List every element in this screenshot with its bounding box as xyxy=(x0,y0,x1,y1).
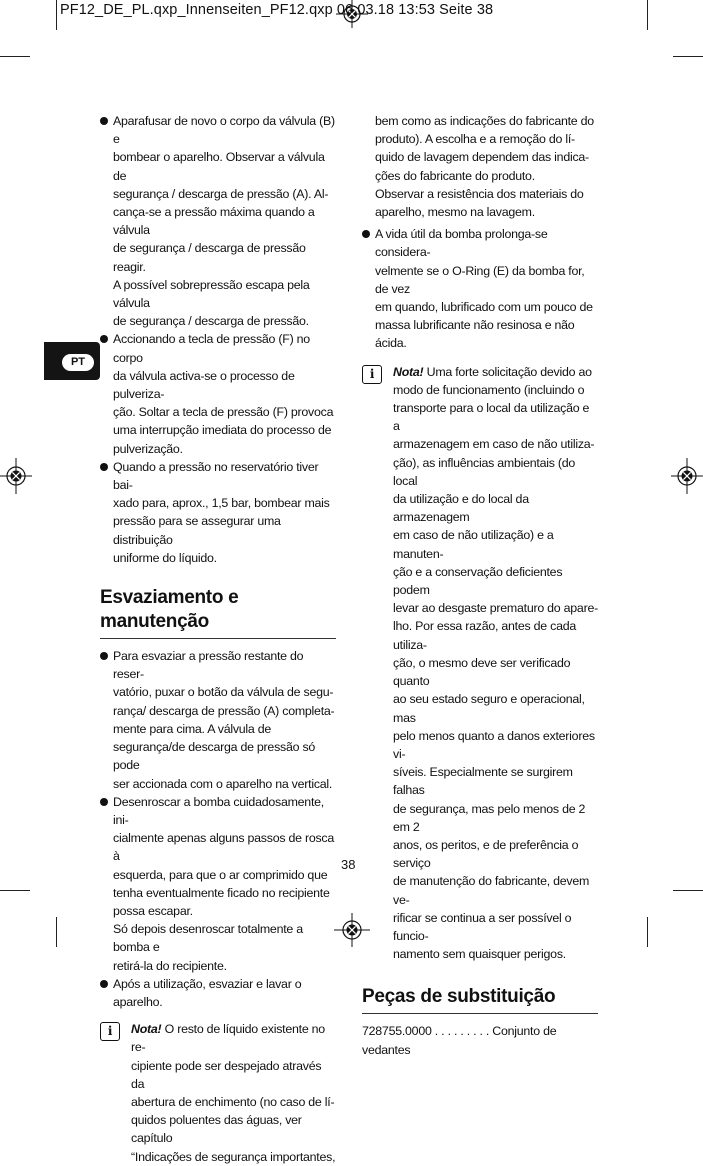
text-line: de segurança / descarga de pressão. xyxy=(113,314,309,329)
text-line: Desenroscar a bomba cuidadosamente, ini- xyxy=(113,794,324,827)
crop-mark-top-left-v xyxy=(56,0,57,30)
page-number: 38 xyxy=(341,857,356,872)
text-line xyxy=(393,363,598,381)
text-line: ção), as influências ambientais (do local xyxy=(393,455,576,488)
note-text xyxy=(393,363,598,964)
registration-mark-right-icon xyxy=(671,458,703,494)
text-line: lho. Por essa razão, antes de cada utiliza- xyxy=(393,619,576,652)
bullet-item xyxy=(362,225,598,352)
left-column xyxy=(100,112,336,1166)
bullet-item xyxy=(100,647,336,793)
text-line: ser accionada com o aparelho na vertical. xyxy=(113,776,333,791)
text-line: A vida útil da bomba prolonga-se considera- xyxy=(375,227,548,260)
crop-mark-top-left-h xyxy=(0,56,30,57)
text-line: cialmente apenas alguns passos de rosca à xyxy=(113,831,334,864)
bullet-item xyxy=(100,458,336,567)
text-line: Após a utilização, esvaziar e lavar o aparelho. xyxy=(113,976,302,1009)
bullet-item xyxy=(100,793,336,975)
text-line: velmente se o O-Ring (E) da bomba for, de vez xyxy=(375,263,585,296)
bullet-item xyxy=(100,330,336,457)
text-line: ção e a conservação deficientes podem xyxy=(393,564,563,598)
text-line: Quando a pressão no reservatório tiver bai- xyxy=(113,459,319,493)
info-icon: i xyxy=(362,365,382,384)
registration-mark-left-icon xyxy=(0,458,32,494)
note-block xyxy=(100,1020,336,1166)
text-line: bombear o aparelho. Observar a válvula de xyxy=(113,150,325,183)
text-line: Observar a resistência dos materiais do xyxy=(375,186,584,201)
spare-part-number: 728755.0000 xyxy=(362,1024,432,1039)
text-line: abertura de enchimento (no caso de lí- xyxy=(131,1094,335,1109)
crop-mark-top-right-v xyxy=(647,0,648,30)
text-line: massa lubrificante não resinosa e não ácida. xyxy=(375,318,575,351)
text-line: bem como as indicações do fabricante do xyxy=(375,114,594,128)
text-line: ção. Soltar a tecla de pressão (F) provoca xyxy=(113,405,334,420)
text-line: quidos poluentes das águas, ver capítulo xyxy=(131,1113,302,1146)
text-line: Accionando a tecla de pressão (F) no corpo xyxy=(113,332,310,365)
text-line: aparelho, mesmo na lavagem. xyxy=(375,205,535,220)
text-line: uma interrupção imediata do processo de xyxy=(113,423,332,438)
text-line: em caso de não utilização) e a manuten- xyxy=(393,528,554,561)
right-column xyxy=(362,112,598,1059)
crop-mark-bottom-right-v xyxy=(647,917,648,947)
text-line: quido de lavagem dependem das indica- xyxy=(375,150,589,165)
text-line: levar ao desgaste prematuro do apare- xyxy=(393,601,598,616)
text-line: ao seu estado seguro e operacional, mas xyxy=(393,692,585,725)
text-line: de segurança / descarga de pressão reagir. xyxy=(113,241,306,274)
spare-parts-list xyxy=(362,1022,598,1058)
spare-part-leader: . . . . . . . . . xyxy=(431,1024,493,1039)
text-line: segurança/de descarga de pressão só pode xyxy=(113,740,316,773)
lubrication-bullet xyxy=(362,225,598,352)
note-first-line: Uma forte solicitação devido ao xyxy=(423,364,592,379)
text-line: ções do fabricante do produto. xyxy=(375,168,535,183)
note-block xyxy=(362,363,598,964)
text-line: rança/ descarga de pressão (A) completa- xyxy=(113,703,335,718)
crop-mark-bottom-left-h xyxy=(0,890,30,891)
note-text xyxy=(131,1020,336,1166)
section-heading-spare-parts: Peças de substituição xyxy=(362,985,598,1014)
bullet-icon xyxy=(100,117,108,125)
bullet-icon xyxy=(100,980,108,988)
text-line: ção, o mesmo deve ser verificado quanto xyxy=(393,655,571,689)
bullet-icon xyxy=(100,652,108,660)
text-line: pelo menos quanto a danos exteriores vi- xyxy=(393,728,595,761)
text-line: de segurança, mas pelo menos de 2 em 2 xyxy=(393,801,586,834)
text-line: rificar se continua a ser possível o funcio- xyxy=(393,910,572,943)
text-line: pulverização. xyxy=(113,441,183,456)
spare-part-name: Conjunto de vedantes xyxy=(362,1024,557,1057)
note-label: Nota! xyxy=(393,364,424,379)
text-line: uniforme do líquido. xyxy=(113,550,217,565)
crop-mark-bottom-left-v xyxy=(56,917,57,947)
text-line: vatório, puxar o botão da válvula de segu- xyxy=(113,685,334,700)
text-line: tenha eventualmente ficado no recipiente xyxy=(113,885,330,900)
bullet-icon xyxy=(100,798,108,806)
text-line: xado para, aprox., 1,5 bar, bombear mais xyxy=(113,496,330,511)
text-line: retirá-la do recipiente. xyxy=(113,958,227,973)
text-line: produto). A escolha e a remoção do lí- xyxy=(375,132,575,147)
crop-mark-bottom-right-h xyxy=(673,890,703,891)
text-line: possa escapar. xyxy=(113,903,193,918)
bullet-icon xyxy=(362,230,370,238)
note-continuation xyxy=(362,112,598,221)
bullet-icon xyxy=(100,335,108,343)
text-line: modo de funcionamento (incluindo o xyxy=(393,382,585,397)
section-heading-emptying: Esvaziamento e manutenção xyxy=(100,586,336,639)
instruction-list xyxy=(100,112,336,567)
language-tab-label: PT xyxy=(62,354,94,371)
text-line: anos, os peritos, e de preferência o serviço xyxy=(393,837,579,871)
text-line: cipiente pode ser despejado através da xyxy=(131,1058,322,1091)
text-line: Só depois desenroscar totalmente a bomba e xyxy=(113,922,303,955)
maintenance-list xyxy=(100,647,336,1011)
spare-part-row xyxy=(362,1022,598,1058)
text-line: cança-se a pressão máxima quando a válvula xyxy=(113,205,315,238)
text-line: Para esvaziar a pressão restante do reser- xyxy=(113,649,304,682)
text-line: da válvula activa-se o processo de pulveriza- xyxy=(113,368,295,402)
text-line: Aparafusar de novo o corpo da válvula (B) e xyxy=(113,114,335,147)
print-slug-header: PF12_DE_PL.qxp_Innenseiten_PF12.qxp 06.03.18 13:53 Seite 38 xyxy=(60,2,494,18)
text-line: armazenagem em caso de não utiliza- xyxy=(393,437,595,452)
text-line: síveis. Especialmente se surgirem falhas xyxy=(393,765,573,798)
text-line: A possível sobrepressão escapa pela válvula xyxy=(113,277,310,311)
text-line: segurança / descarga de pressão (A). Al- xyxy=(113,186,329,201)
text-line: em quando, lubrificado com um pouco de xyxy=(375,300,593,315)
bullet-icon xyxy=(100,463,108,471)
bullet-item xyxy=(100,112,336,330)
note-label: Nota! xyxy=(131,1022,162,1037)
text-line: “Indicações de segurança importantes, xyxy=(131,1149,336,1164)
text-line: transporte para o local da utilização e a xyxy=(393,401,590,434)
crop-mark-top-right-h xyxy=(673,56,703,57)
text-line xyxy=(131,1020,336,1056)
text-line: namento sem quaisquer perigos. xyxy=(393,947,566,962)
info-icon: i xyxy=(100,1022,120,1041)
note-first-line: O resto de líquido existente no re- xyxy=(131,1022,325,1055)
text-line: mente para cima. A válvula de xyxy=(113,721,272,736)
bullet-item xyxy=(100,975,336,1011)
text-line: da utilização e do local da armazenagem xyxy=(393,492,529,525)
text-line: pressão para se assegurar uma distribuição xyxy=(113,514,281,547)
text-line: de manutenção do fabricante, devem ve- xyxy=(393,874,590,907)
text-line: esquerda, para que o ar comprimido que xyxy=(113,867,328,882)
